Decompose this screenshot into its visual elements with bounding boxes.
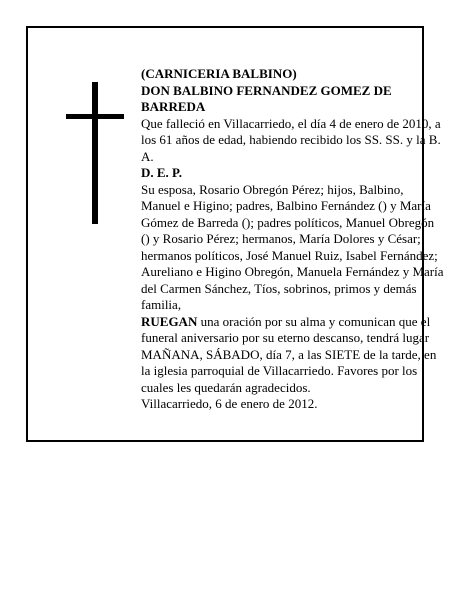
family-list: Su esposa, Rosario Obregón Pérez; hijos, Balbino, Manuel e Higino; padres, Balbino Fernández () y María Gómez de Barreda (); padres políticos, Manuel Obregón () y Rosario Pérez; hermanos, María Dolores y César; hermanos políticos, José Manuel Ruiz, Isabel Fernández; Aureliano e Higino Obregón, Manuela Fernández y María del Carmen Sánchez, Tíos, sobrinos, primos y demás familia, bbox=[141, 181, 444, 312]
cross-icon-bar bbox=[66, 114, 124, 119]
death-info: Que falleció en Villacarriedo, el día 4 de enero de 2010, a los 61 años de edad, habiendo recibido los SS. SS. y la B. A. bbox=[141, 115, 441, 164]
deceased-name: DON BALBINO FERNANDEZ GOMEZ DE BARREDA bbox=[141, 82, 392, 114]
business-name: (CARNICERIA BALBINO) bbox=[141, 66, 297, 81]
obituary-notice bbox=[26, 26, 444, 442]
place-date: Villacarriedo, 6 de enero de 2012. bbox=[141, 396, 318, 411]
request-text: una oración por su alma y comunican que el funeral aniversario por su eterno descanso, tendrá lugar MAÑANA, SÁBADO, día 7, a las SIETE de la tarde, en la iglesia parroquial de Villacarriedo. Favores por los cuales les quedarán agradecidos. bbox=[141, 313, 437, 395]
request-verb: RUEGAN bbox=[141, 313, 198, 329]
cross-icon bbox=[92, 82, 98, 224]
notice-text bbox=[141, 66, 446, 413]
request-paragraph bbox=[141, 314, 446, 397]
dep-line: D. E. P. bbox=[141, 165, 183, 180]
